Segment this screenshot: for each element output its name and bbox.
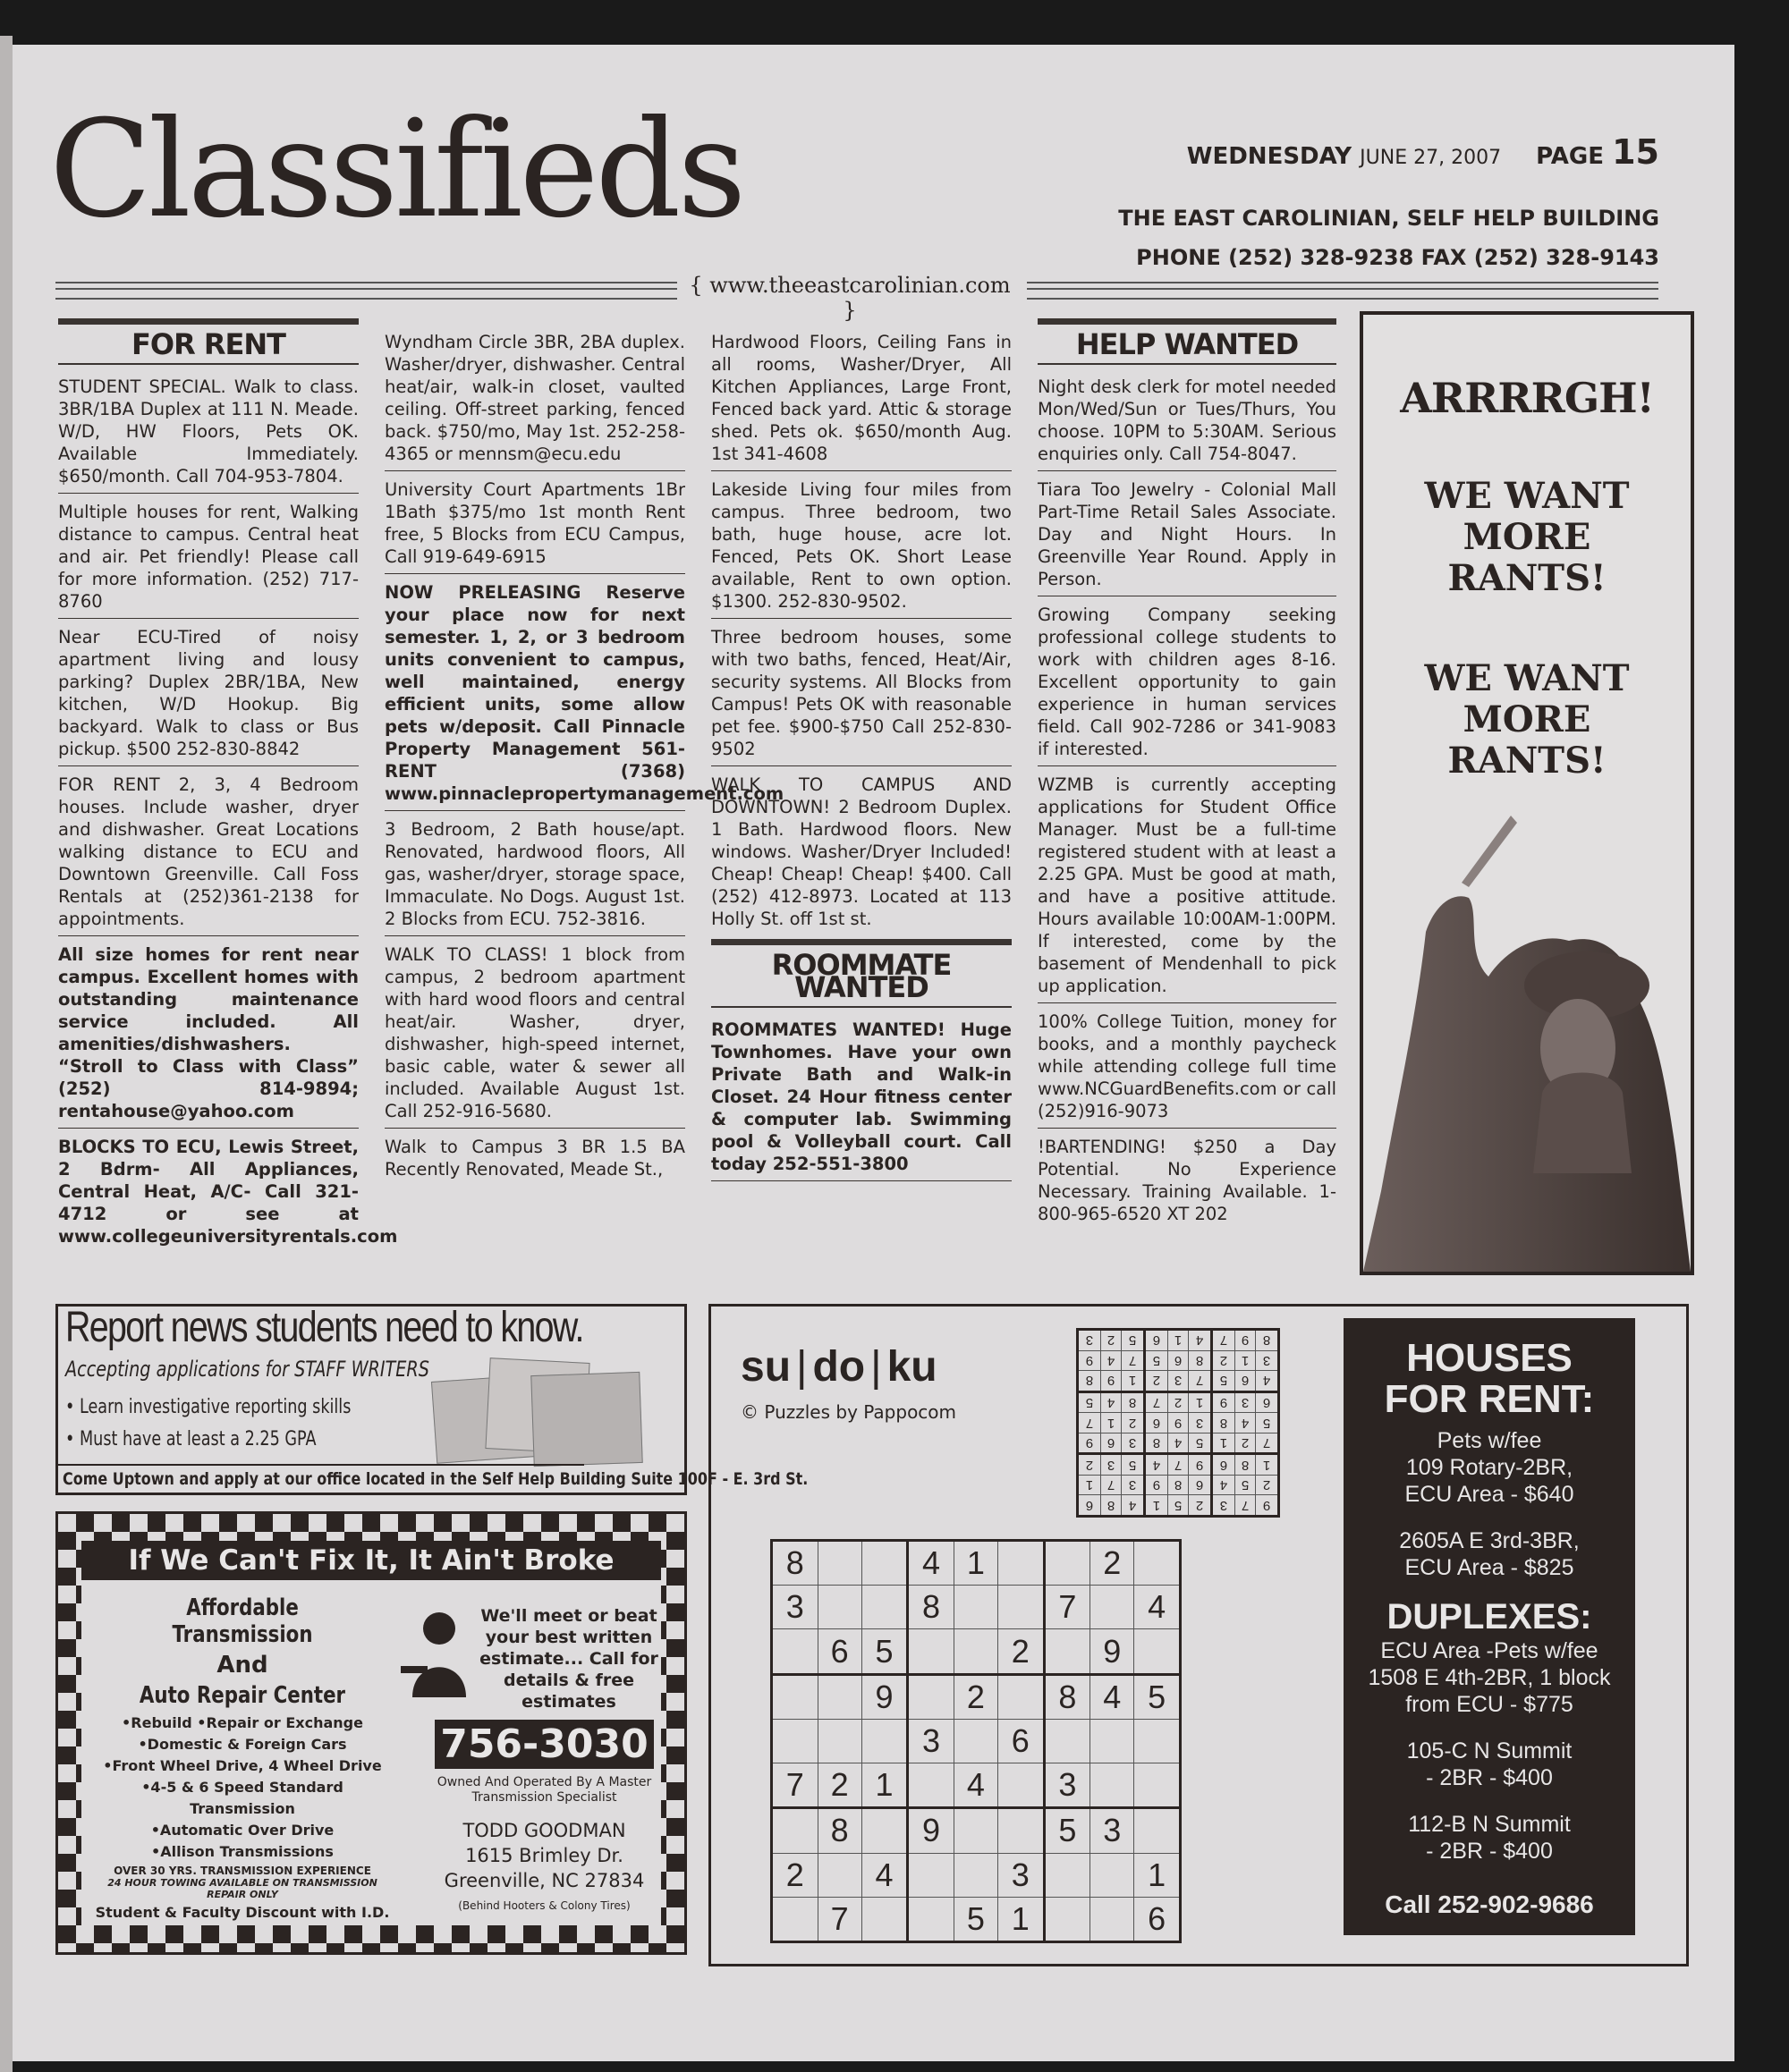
street-address: 1615 Brimley Dr.	[465, 1845, 623, 1866]
sudoku-cell: 8	[1189, 1350, 1212, 1370]
sudoku-cell	[818, 1719, 861, 1763]
sudoku-cell: 8	[818, 1808, 861, 1853]
sudoku-cell: 2	[998, 1629, 1045, 1674]
sudoku-cell: 7	[818, 1897, 861, 1941]
classified-ad: Multiple houses for rent, Walking distance to campus. Central heat and air. Pet friendly! Please call for more information. (252) 717-8760	[58, 497, 359, 619]
sudoku-cell: 9	[1100, 1371, 1121, 1392]
news-ad-bullet: • Must have at least a 2.25 GPA	[65, 1428, 317, 1450]
shop-name-and: And	[216, 1652, 268, 1679]
rants-ad	[1360, 311, 1694, 1275]
sudoku-cell	[861, 1541, 908, 1586]
sudoku-cell: 3	[1256, 1350, 1279, 1370]
sudoku-cell: 3	[772, 1586, 818, 1629]
sudoku-cell	[1090, 1853, 1134, 1897]
sudoku-cell: 9	[1212, 1391, 1235, 1413]
logo-do: do	[812, 1343, 866, 1391]
sudoku-cell: 2	[772, 1853, 818, 1897]
dateline	[1187, 132, 1659, 172]
sudoku-cell: 5	[1256, 1413, 1279, 1433]
sudoku-cell: 2	[954, 1674, 997, 1719]
transmission-banner: If We Can't Fix It, It Ain't Broke	[81, 1541, 661, 1580]
sudoku-row	[1078, 1350, 1279, 1370]
sudoku-cell	[772, 1897, 818, 1941]
sudoku-cell	[1134, 1541, 1181, 1586]
logo-su: su	[741, 1343, 792, 1391]
sudoku-solution-grid	[1076, 1328, 1280, 1518]
office-address: THE EAST CAROLINIAN, SELF HELP BUILDING	[1118, 206, 1659, 231]
sudoku-cell: 9	[1090, 1629, 1134, 1674]
sudoku-cell: 4	[908, 1541, 954, 1586]
houses-title: HOUSES FOR RENT:	[1384, 1336, 1595, 1421]
towing-note: 24 HOUR TOWING AVAILABLE ON TRANSMISSION REPAIR ONLY	[107, 1877, 377, 1900]
sudoku-cell: 7	[1234, 1495, 1255, 1517]
sudoku-cell: 7	[1256, 1433, 1279, 1454]
sudoku-row	[772, 1674, 1181, 1719]
transmission-phone: 756-3030	[435, 1720, 654, 1769]
sudoku-cell: 6	[1145, 1413, 1168, 1433]
sudoku-cell: 3	[1044, 1763, 1090, 1808]
classified-ad: WALK TO CAMPUS AND DOWNTOWN! 2 Bedroom Duplex. 1 Bath. Hardwood floors. New windows. Washer/Dryer Included! Cheap! Cheap! Cheap! $400. Call (252) 412-8973. Located at 113 Holly St. off 1st st.	[711, 774, 1012, 929]
sudoku-cell: 5	[954, 1897, 997, 1941]
sudoku-cell: 3	[1078, 1330, 1101, 1351]
sudoku-cell	[998, 1808, 1045, 1853]
classified-ad: Growing Company seeking professional college students to work with children ages 8-16. Excellent opportunity to gain experience in human services field. Call 902-7286 or 341-9083 if interested.	[1038, 600, 1336, 766]
city-address: Greenville, NC 27834	[444, 1870, 645, 1891]
service-item: •Front Wheel Drive, 4 Wheel Drive	[103, 1757, 382, 1774]
sudoku-cell: 7	[1167, 1454, 1188, 1476]
sudoku-cell: 4	[1122, 1495, 1145, 1517]
sudoku-row	[772, 1719, 1181, 1763]
pirate-statue-image	[1363, 798, 1691, 1272]
sudoku-row	[1078, 1454, 1279, 1476]
sudoku-cell: 8	[1122, 1391, 1145, 1413]
sudoku-cell: 1	[1167, 1330, 1188, 1351]
sudoku-cell: 2	[1122, 1413, 1145, 1433]
service-item: •Rebuild •Repair or Exchange	[122, 1714, 363, 1731]
duplexes-title: DUPLEXES:	[1386, 1597, 1592, 1636]
sudoku-cell: 2	[1234, 1433, 1255, 1454]
sudoku-cell: 4	[1100, 1350, 1121, 1370]
office-info	[1118, 199, 1659, 277]
sudoku-cell: 3	[1100, 1454, 1121, 1476]
classified-ad: STUDENT SPECIAL. Walk to class. 3BR/1BA Duplex at 111 N. Meade. W/D, HW Floors, Pets OK. Available Immediately. $650/month. Call 704-953-7804.	[58, 372, 359, 494]
sudoku-cell: 1	[1145, 1495, 1168, 1517]
sudoku-row	[1078, 1413, 1279, 1433]
sudoku-cell	[818, 1541, 861, 1586]
sudoku-credit: © Puzzles by Pappocom	[741, 1401, 957, 1423]
sudoku-cell: 2	[1167, 1391, 1188, 1413]
duplex-line: ECU Area -Pets w/fee	[1380, 1638, 1598, 1663]
sudoku-cell	[1090, 1719, 1134, 1763]
sudoku-cell: 3	[998, 1853, 1045, 1897]
sudoku-row	[772, 1853, 1181, 1897]
sudoku-cell: 3	[1122, 1433, 1145, 1454]
sudoku-cell: 7	[1212, 1330, 1235, 1351]
header-rule-right	[1027, 282, 1658, 300]
page-label: PAGE	[1536, 143, 1605, 170]
sudoku-cell: 2	[1212, 1350, 1235, 1370]
sudoku-cell: 4	[1167, 1433, 1188, 1454]
classified-ad: !BARTENDING! $250 a Day Potential. No Experience Necessary. Training Available. 1-800-965-6520 XT 202	[1038, 1137, 1336, 1224]
website-url[interactable]: { www.theeastcarolinian.com }	[689, 273, 1011, 323]
sudoku-cell: 1	[998, 1897, 1045, 1941]
sudoku-puzzle-grid	[770, 1539, 1182, 1943]
sudoku-cell	[1090, 1897, 1134, 1941]
houses-line: ECU Area - $825	[1404, 1555, 1574, 1580]
roommate-header: ROOMMATE WANTED	[711, 939, 1012, 1008]
logo-ku: ku	[886, 1343, 937, 1391]
sudoku-cell: 5	[1044, 1808, 1090, 1853]
staff-writers-ad	[55, 1304, 809, 1495]
sudoku-cell: 8	[1167, 1475, 1188, 1494]
experience-note: OVER 30 YRS. TRANSMISSION EXPERIENCE	[114, 1865, 371, 1877]
sudoku-logo: su | do | ku	[741, 1343, 937, 1391]
sudoku-cell	[861, 1897, 908, 1941]
classified-ad: 3 Bedroom, 2 Bath house/apt. Renovated, hardwood floors, All gas, washer/dryer, storage space, Immaculate. No Dogs. August 1st. 2 Blocks from ECU. 752-3816.	[385, 815, 685, 936]
sudoku-cell: 4	[861, 1853, 908, 1897]
sudoku-cell	[1044, 1629, 1090, 1674]
sudoku-cell	[908, 1897, 954, 1941]
sudoku-cell: 7	[1122, 1350, 1145, 1370]
sudoku-row	[1078, 1330, 1279, 1351]
binding-edge	[0, 36, 13, 2072]
sudoku-cell	[861, 1808, 908, 1853]
sudoku-cell: 3	[1234, 1391, 1255, 1413]
sudoku-cell	[1044, 1541, 1090, 1586]
sudoku-cell: 8	[1044, 1674, 1090, 1719]
houses-phone: Call 252-902-9686	[1385, 1890, 1594, 1918]
sudoku-cell: 5	[1145, 1350, 1168, 1370]
sudoku-cell: 2	[818, 1763, 861, 1808]
owner-address	[435, 1818, 654, 1918]
rants-line: WE WANT MORE RANTS!	[1424, 657, 1630, 782]
sudoku-cell	[818, 1674, 861, 1719]
transmission-ad	[55, 1511, 687, 1955]
duplex-line: from ECU - $775	[1405, 1692, 1573, 1717]
sudoku-cell: 6	[1212, 1454, 1235, 1476]
rants-line: WE WANT MORE RANTS!	[1424, 475, 1630, 599]
sudoku-cell: 5	[861, 1629, 908, 1674]
sudoku-cell: 5	[1167, 1495, 1188, 1517]
sudoku-cell: 6	[1100, 1433, 1121, 1454]
sudoku-cell: 4	[954, 1763, 997, 1808]
sudoku-cell: 7	[772, 1763, 818, 1808]
sudoku-cell: 9	[1234, 1330, 1255, 1351]
sudoku-cell	[908, 1674, 954, 1719]
sudoku-cell: 8	[1145, 1433, 1168, 1454]
sudoku-cell	[1044, 1719, 1090, 1763]
classified-ad: Wyndham Circle 3BR, 2BA duplex. Washer/dryer, dishwasher. Central heat/air, walk-in closet, vaulted ceiling. Off-street parking, fenced back. $750/mo, May 1st. 252-258-4365 or mennsm@ecu.edu	[385, 327, 685, 471]
sudoku-cell	[908, 1629, 954, 1674]
sudoku-cell: 2	[1256, 1475, 1279, 1494]
owner-note: Owned And Operated By A Master Transmission Specialist	[437, 1775, 652, 1805]
sudoku-cell: 1	[1100, 1413, 1121, 1433]
office-phone: PHONE (252) 328-9238 FAX (252) 328-9143	[1136, 245, 1659, 270]
sudoku-cell	[1044, 1853, 1090, 1897]
duplex-line: 1508 E 4th-2BR, 1 block	[1368, 1665, 1611, 1690]
estimate-promise: We'll meet or beat your best written estimate... Call for details & free estimates	[479, 1606, 658, 1712]
sudoku-cell: 3	[908, 1719, 954, 1763]
sudoku-cell: 6	[1189, 1475, 1212, 1494]
service-item: •Domestic & Foreign Cars	[138, 1736, 347, 1753]
for-rent-column-3	[711, 327, 1012, 1185]
classified-ad: NOW PRELEASING Reserve your place now for next semester. 1, 2, or 3 bedroom units convenient to campus, well maintained, energy efficient units, some allow pets w/deposit. Call Pinnacle Property Management 561-RENT (7368) www.pinnaclepropertymanagement.com	[385, 578, 685, 811]
sudoku-cell: 9	[1189, 1454, 1212, 1476]
service-list	[90, 1713, 394, 1863]
duplex-line: 105-C N Summit	[1406, 1738, 1573, 1763]
duplex-line: 112-B N Summit	[1408, 1812, 1571, 1837]
sudoku-cell	[772, 1629, 818, 1674]
service-item: •Allison Transmissions	[151, 1843, 334, 1860]
for-rent-header: FOR RENT	[58, 318, 359, 365]
sudoku-row	[772, 1629, 1181, 1674]
sudoku-cell: 2	[1189, 1495, 1212, 1517]
classified-ad: Lakeside Living four miles from campus. Three bedroom, two bath, huge house, acre lot. Fenced, Pets OK. Short Lease available, Rent to own option. $1300. 252-830-9502.	[711, 475, 1012, 619]
sudoku-row	[1078, 1391, 1279, 1413]
owner-name: TODD GOODMAN	[462, 1820, 626, 1841]
sudoku-cell: 4	[1145, 1454, 1168, 1476]
landmark: (Behind Hooters & Colony Tires)	[458, 1899, 631, 1912]
sudoku-cell: 4	[1100, 1391, 1121, 1413]
sudoku-row	[772, 1897, 1181, 1941]
sudoku-cell	[998, 1541, 1045, 1586]
sudoku-cell: 9	[1167, 1413, 1188, 1433]
service-item: •4-5 & 6 Speed Standard Transmission	[141, 1779, 343, 1817]
sudoku-cell: 8	[1078, 1371, 1101, 1392]
sudoku-cell: 9	[1256, 1495, 1279, 1517]
sudoku-cell	[772, 1808, 818, 1853]
classified-ad: Near ECU-Tired of noisy apartment living and lousy parking? Duplex 2BR/1BA, New kitchen, W/D Hookup. Big backyard. Walk to class or Bus pickup. $500 252-830-8842	[58, 622, 359, 766]
sudoku-cell: 5	[1078, 1391, 1101, 1413]
sudoku-cell: 3	[1212, 1495, 1235, 1517]
sudoku-row	[1078, 1495, 1279, 1517]
sudoku-cell	[1090, 1586, 1134, 1629]
header-rule-left	[55, 282, 677, 300]
help-wanted-header: HELP WANTED	[1038, 318, 1336, 365]
houses-line: Pets w/fee	[1437, 1428, 1542, 1453]
duplex-line: - 2BR - $400	[1426, 1839, 1553, 1864]
sudoku-cell: 1	[1234, 1350, 1255, 1370]
sudoku-cell	[908, 1763, 954, 1808]
sudoku-cell: 3	[1167, 1371, 1188, 1392]
news-ad-bullet: • Learn investigative reporting skills	[65, 1396, 352, 1418]
news-ad-headline: Report news students need to know.	[65, 1304, 583, 1351]
sudoku-cell: 3	[1122, 1475, 1145, 1494]
classified-ad: Three bedroom houses, some with two baths, fenced, Heat/Air, security systems. All Blocks from Campus! Pets OK with reasonable pet fee. $900-$750 Call 252-830-9502	[711, 622, 1012, 766]
sudoku-cell	[818, 1586, 861, 1629]
sudoku-cell: 2	[1145, 1371, 1168, 1392]
sudoku-cell: 5	[1122, 1454, 1145, 1476]
page-number: 15	[1612, 132, 1659, 172]
sudoku-cell: 5	[1212, 1371, 1235, 1392]
sudoku-cell	[1044, 1897, 1090, 1941]
sudoku-row	[772, 1763, 1181, 1808]
sudoku-cell: 4	[1256, 1371, 1279, 1392]
sudoku-cell: 9	[908, 1808, 954, 1853]
sudoku-cell: 6	[1134, 1897, 1181, 1941]
sudoku-cell	[954, 1586, 997, 1629]
sudoku-cell: 6	[1234, 1371, 1255, 1392]
sudoku-cell: 2	[1090, 1541, 1134, 1586]
day: WEDNESDAY	[1186, 143, 1352, 170]
for-rent-column	[58, 318, 398, 1256]
sudoku-cell	[954, 1629, 997, 1674]
sudoku-cell: 7	[1044, 1586, 1090, 1629]
classified-ad: Walk to Campus 3 BR 1.5 BA Recently Renovated, Meade St.,	[385, 1137, 685, 1180]
masthead-title: Classifieds	[49, 92, 743, 248]
discount-note: Student & Faculty Discount with I.D.	[95, 1904, 390, 1921]
sudoku-cell: 1	[1189, 1391, 1212, 1413]
sudoku-cell	[861, 1586, 908, 1629]
sudoku-cell: 4	[1090, 1674, 1134, 1719]
sudoku-cell	[772, 1674, 818, 1719]
sudoku-cell: 8	[908, 1586, 954, 1629]
newspaper-stack-image	[434, 1360, 640, 1467]
sudoku-cell	[1134, 1719, 1181, 1763]
classified-ad: Hardwood Floors, Ceiling Fans in all rooms, Washer/Dryer, All Kitchen Appliances, Large Front, Fenced back yard. Attic & storage shed. Pets ok. $650/month Aug. 1st 341-4608	[711, 327, 1012, 471]
sudoku-cell: 4	[1234, 1413, 1255, 1433]
sudoku-row	[1078, 1371, 1279, 1392]
shop-name-2: Auto Repair Center	[139, 1682, 346, 1709]
sudoku-cell: 9	[1078, 1433, 1101, 1454]
sudoku-cell: 1	[954, 1541, 997, 1586]
houses-for-rent-ad	[1344, 1318, 1635, 1935]
news-ad-footer: Come Uptown and apply at our office located in the Self Help Building Suite 100F - E. 3rd St.	[58, 1464, 584, 1493]
sudoku-row	[772, 1808, 1181, 1853]
classified-ad: University Court Apartments 1Br 1Bath $375/mo 1st month Rent free, 5 Blocks from ECU Campus, Call 919-649-6915	[385, 475, 685, 574]
sudoku-cell: 8	[1256, 1330, 1279, 1351]
shop-name: Affordable Transmission	[172, 1594, 313, 1648]
sudoku-cell: 1	[1122, 1371, 1145, 1392]
sudoku-cell: 2	[1078, 1454, 1101, 1476]
news-ad-subhead: Accepting applications for STAFF WRITERS	[65, 1357, 429, 1382]
sudoku-cell: 9	[1078, 1350, 1101, 1370]
sudoku-row	[1078, 1433, 1279, 1454]
sudoku-cell	[998, 1586, 1045, 1629]
sudoku-cell: 1	[1212, 1433, 1235, 1454]
sudoku-cell: 8	[772, 1541, 818, 1586]
sudoku-cell	[954, 1808, 997, 1853]
sudoku-cell: 8	[1100, 1495, 1121, 1517]
sudoku-cell: 6	[1167, 1350, 1188, 1370]
sudoku-cell: 6	[998, 1719, 1045, 1763]
sudoku-cell: 7	[1078, 1413, 1101, 1433]
classified-ad: BLOCKS TO ECU, Lewis Street, 2 Bdrm- All Appliances, Central Heat, A/C- Call 321-4712 or see at www.collegeuniversityrentals.com	[58, 1137, 398, 1247]
sudoku-cell	[861, 1719, 908, 1763]
sudoku-cell: 6	[1145, 1330, 1168, 1351]
sudoku-cell	[954, 1853, 997, 1897]
sudoku-cell	[908, 1853, 954, 1897]
sudoku-cell: 1	[1078, 1475, 1101, 1494]
sudoku-cell: 5	[1234, 1475, 1255, 1494]
sudoku-cell: 3	[1090, 1808, 1134, 1853]
sudoku-cell: 1	[861, 1763, 908, 1808]
sudoku-cell	[818, 1853, 861, 1897]
sudoku-cell: 2	[1100, 1330, 1121, 1351]
sudoku-row	[772, 1586, 1181, 1629]
houses-line: 109 Rotary-2BR,	[1405, 1455, 1573, 1480]
sudoku-cell: 8	[1212, 1413, 1235, 1433]
sudoku-cell: 1	[1256, 1454, 1279, 1476]
sudoku-cell: 7	[1189, 1371, 1212, 1392]
duplex-line: - 2BR - $400	[1426, 1765, 1553, 1790]
classified-ad: FOR RENT 2, 3, 4 Bedroom houses. Include washer, dryer and dishwasher. Great Locations walking distance to ECU and Downtown Greenville. Call Foss Rentals at (252)361-2138 for appointments.	[58, 770, 359, 936]
for-rent-column-2	[385, 327, 784, 1189]
help-wanted-column	[1038, 318, 1336, 1234]
sudoku-cell: 6	[1078, 1495, 1101, 1517]
sudoku-cell: 7	[1100, 1475, 1121, 1494]
classified-ad: ROOMMATES WANTED! Huge Townhomes. Have your own Private Bath and Walk-in Closet. 24 Hour fitness center & computer lab. Swimming pool & Volleyball court. Call today 252-551-3800	[711, 1015, 1012, 1181]
sudoku-cell: 9	[861, 1674, 908, 1719]
date: JUNE 27, 2007	[1360, 147, 1502, 169]
sudoku-cell: 7	[1145, 1391, 1168, 1413]
classified-ad: Tiara Too Jewelry - Colonial Mall Part-Time Retail Sales Associate. Day and Night Hours. In Greenville Year Round. Apply in Person.	[1038, 475, 1336, 596]
sudoku-cell	[998, 1674, 1045, 1719]
classified-ad: Night desk clerk for motel needed Mon/Wed/Sun or Tues/Thurs, You choose. 10PM to 5:30AM. Serious enquiries only. Call 754-8047.	[1038, 372, 1336, 471]
sudoku-cell: 3	[1189, 1413, 1212, 1433]
sudoku-cell: 5	[1134, 1674, 1181, 1719]
rants-heading: ARRRRGH!	[1400, 374, 1654, 422]
sudoku-cell	[1134, 1808, 1181, 1853]
sudoku-cell: 6	[1256, 1391, 1279, 1413]
sudoku-cell: 5	[1122, 1330, 1145, 1351]
sudoku-row	[1078, 1475, 1279, 1494]
sudoku-cell: 4	[1134, 1586, 1181, 1629]
sudoku-cell	[1134, 1629, 1181, 1674]
sudoku-row	[772, 1541, 1181, 1586]
classified-ad: 100% College Tuition, money for books, and a monthly paycheck while attending college full time www.NCGuardBenefits.com or call (252)916-9073	[1038, 1007, 1336, 1129]
sudoku-cell: 9	[1145, 1475, 1168, 1494]
mechanic-icon	[399, 1603, 479, 1702]
classified-ad: WALK TO CLASS! 1 block from campus, 2 bedroom apartment with hard wood floors and central heat/air. Washer, dryer, dishwasher, high-speed internet, basic cable, water & sewer all included. Available August 1st. Call 252-916-5680.	[385, 940, 685, 1129]
sudoku-cell: 4	[1189, 1330, 1212, 1351]
classified-ad: All size homes for rent near campus. Excellent homes with outstanding maintenance service included. All amenities/dishwashers. “Stroll to Class with Class” (252) 814-9894; rentahouse@yahoo.com	[58, 940, 359, 1129]
sudoku-cell	[1134, 1763, 1181, 1808]
sudoku-cell	[954, 1719, 997, 1763]
houses-line: ECU Area - $640	[1404, 1482, 1574, 1507]
sudoku-cell: 5	[1189, 1433, 1212, 1454]
sudoku-cell: 4	[1212, 1475, 1235, 1494]
sudoku-cell	[998, 1763, 1045, 1808]
sudoku-cell: 1	[1134, 1853, 1181, 1897]
classified-ad: WZMB is currently accepting applications for Student Office Manager. Must be a full-time registered student with at least a 2.25 GPA. Must be good at math, and have a positive attitude. Hours available 10:00AM-1:00PM. If interested, come by the basement of Mendenhall to pick up application.	[1038, 770, 1336, 1003]
sudoku-cell: 6	[818, 1629, 861, 1674]
sudoku-cell	[1090, 1763, 1134, 1808]
service-item: •Automatic Over Drive	[150, 1822, 335, 1839]
sudoku-cell	[772, 1719, 818, 1763]
sudoku-cell: 8	[1234, 1454, 1255, 1476]
houses-line: 2605A E 3rd-3BR,	[1399, 1528, 1580, 1553]
